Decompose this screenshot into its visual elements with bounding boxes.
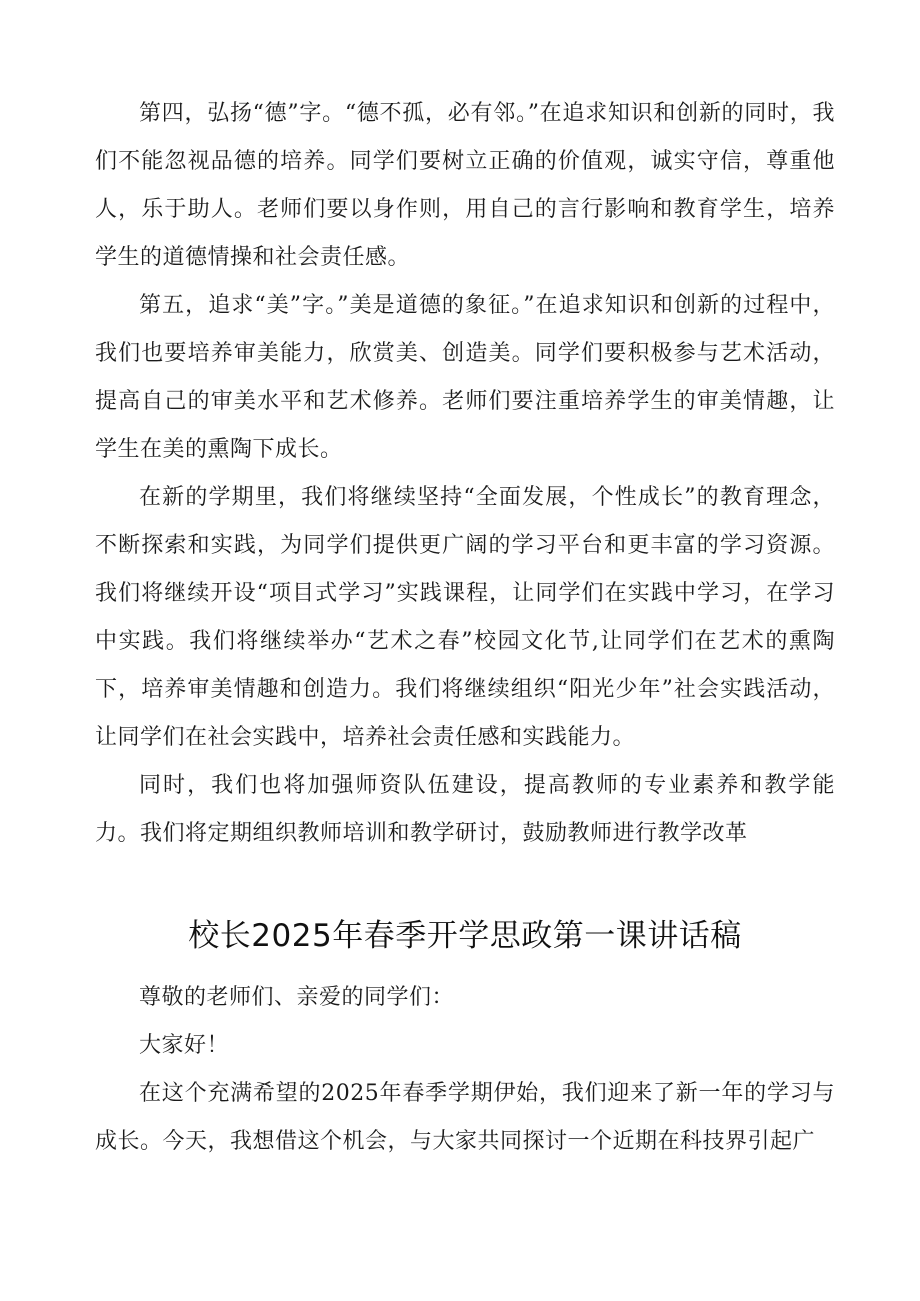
- paragraph-beauty: 第五，追求“美”字。”美是道德的象征。”在追求知识和创新的过程中，我们也要培养审美能力，欣赏美、创造美。同学们要积极参与艺术活动，提高自己的审美水平和艺术修养。老师们要注重培养学生的审美情趣，让学生在美的熏陶下成长。: [95, 293, 835, 462]
- document-body: [95, 90, 835, 1166]
- paragraph-new-semester: 在新的学期里，我们将继续坚持“全面发展，个性成长”的教育理念，不断探索和实践，为同学们提供更广阔的学习平台和更丰富的学习资源。我们将继续开设“项目式学习”实践课程，让同学们在实践中学习，在学习中实践。我们将继续举办“艺术之春”校园文化节,让同学们在艺术的熏陶下，培养审美情趣和创造力。我们将继续组织“阳光少年”社会实践活动，让同学们在社会实践中，培养社会责任感和实践能力。: [95, 485, 835, 750]
- speech-title: 校长2025年春季开学思政第一课讲话稿: [188, 918, 742, 954]
- greeting: 大家好！: [139, 1033, 230, 1058]
- salutation: 尊敬的老师们、亲爱的同学们：: [139, 985, 455, 1010]
- paragraph-teacher-development: 同时，我们也将加强师资队伍建设，提高教师的专业素养和教学能力。我们将定期组织教师培训和教学研讨，鼓励教师进行教学改革: [95, 773, 835, 846]
- paragraph-intro: 在这个充满希望的2025年春季学期伊始，我们迎来了新一年的学习与成长。今天，我想借这个机会，与大家共同探讨一个近期在科技界引起广: [95, 1081, 835, 1154]
- paragraph-virtue: 第四，弘扬“德”字。“德不孤，必有邻。”在追求知识和创新的同时，我们不能忽视品德的培养。同学们要树立正确的价值观，诚实守信，尊重他人，乐于助人。老师们要以身作则，用自己的言行影响和教育学生，培养学生的道德情操和社会责任感。: [95, 101, 835, 270]
